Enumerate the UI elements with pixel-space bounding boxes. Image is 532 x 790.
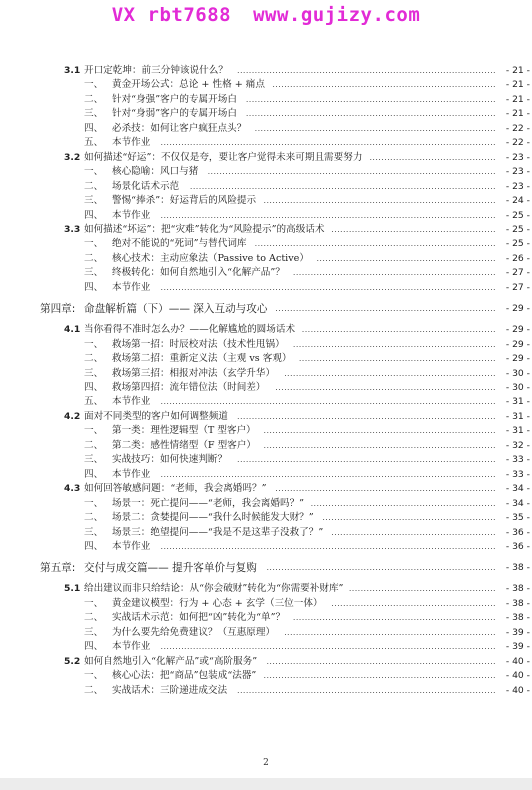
toc-entry-title: 本节作业: [112, 281, 151, 293]
toc-entry-label: [84, 497, 304, 510]
toc-page-number: - 21 -: [505, 79, 530, 91]
toc-leader-dots: ............................................................................: [272, 80, 496, 90]
toc-page-number: - 32 -: [505, 439, 530, 451]
toc-page-number: - 36 -: [505, 526, 530, 538]
toc-page-number: - 31 -: [505, 425, 530, 437]
toc-page-number: - 27 -: [505, 267, 530, 279]
page-number: 2: [263, 758, 269, 768]
toc-page-number: - 29 -: [505, 303, 530, 315]
toc-page-number: - 29 -: [505, 353, 530, 365]
toc-entry-label: [84, 669, 256, 682]
toc-entry-label: [64, 482, 267, 495]
toc-leader-dots: ........................................................................................: [237, 455, 496, 465]
toc-entry-title: 核心技术：主动应象法（Passive to Active）: [112, 252, 309, 264]
toc-subsection-entry[interactable]: [0, 338, 532, 351]
toc-entry-label: [84, 281, 150, 294]
toc-entry-number: 四、: [84, 122, 104, 134]
toc-entry-title: 场景一：死亡提问——“老师，我会离婚吗？”: [112, 497, 305, 509]
toc-entry-label: [64, 582, 343, 595]
toc-subsection-entry[interactable]: [0, 526, 532, 539]
toc-leader-dots: ...........................................................................: [275, 484, 496, 494]
toc-entry-label: [84, 165, 198, 178]
toc-entry-title: 实战话术示范：如何把“凶”转化为“单”？: [112, 612, 286, 624]
toc-entry-label: [84, 194, 256, 207]
toc-chapter-entry[interactable]: [0, 560, 532, 576]
toc-subsection-entry[interactable]: [0, 684, 532, 697]
toc-page-number: - 30 -: [505, 367, 530, 379]
toc-entry-label: [84, 381, 266, 394]
toc-subsection-entry[interactable]: [0, 180, 532, 193]
toc-entry-title: 如何描述“好运”：不仅仅是夸，要让客户觉得未来可期且需要努力: [84, 151, 363, 163]
toc-subsection-entry[interactable]: [0, 381, 532, 394]
toc-entry-label: [40, 301, 267, 317]
toc-entry-title: 黄金建议模型：行为 + 心态 + 玄学（三位一体）: [112, 597, 323, 609]
toc-entry-label: [84, 684, 227, 697]
toc-entry-label: [40, 560, 257, 576]
toc-subsection-entry[interactable]: [0, 468, 532, 481]
toc-entry-title: 场景化话术示范: [112, 180, 180, 192]
toc-entry-title: 终极转化：如何自然地引入“化解产品”？: [112, 267, 285, 279]
toc-entry-label: [84, 540, 150, 553]
toc-page-number: - 35 -: [505, 512, 530, 524]
toc-subsection-entry[interactable]: [0, 395, 532, 408]
toc-page-number: - 29 -: [505, 324, 530, 336]
toc-subsection-entry[interactable]: [0, 540, 532, 553]
toc-page-number: - 34 -: [505, 497, 530, 509]
toc-entry-number: 4.1: [64, 324, 81, 336]
toc-entry-number: 四、: [84, 382, 104, 393]
toc-entry-title: 开口定乾坤：前三分钟该说什么？: [84, 65, 228, 76]
toc-leader-dots: ...........................................................: [322, 513, 496, 523]
toc-leader-dots: ...........................................: [369, 152, 496, 162]
toc-subsection-entry[interactable]: [0, 237, 532, 250]
toc-entry-title: 如何描述“坏运”：把“灾难”转化为“风险提示”的高级话术: [84, 223, 325, 235]
toc-entry-title: 本节作业: [112, 209, 151, 221]
toc-leader-dots: ..................................................................................................................: [160, 138, 496, 148]
toc-page-number: - 34 -: [505, 483, 530, 495]
watermark-right: www.gujizy.com: [253, 4, 421, 26]
toc-entry-label: [84, 640, 150, 653]
toc-entry-label: [84, 252, 309, 265]
toc-entry-number: 三、: [84, 195, 104, 207]
toc-entry-number: 四、: [84, 281, 104, 293]
toc-entry-title: 本节作业: [112, 468, 151, 480]
toc-entry-label: [64, 223, 325, 236]
toc-section-entry[interactable]: [0, 151, 532, 164]
toc-subsection-entry[interactable]: [0, 252, 532, 265]
toc-leader-dots: ........................................................................: [284, 368, 496, 378]
toc-leader-dots: .....................................................................................: [245, 109, 496, 119]
toc-entry-number: 5.2: [64, 655, 81, 667]
toc-entry-label: [84, 136, 150, 149]
toc-page-number: - 27 -: [505, 281, 530, 293]
toc-page-number: - 23 -: [505, 166, 530, 178]
toc-chapter-entry[interactable]: [0, 301, 532, 317]
toc-subsection-entry[interactable]: [0, 266, 532, 279]
toc-entry-title: 场景三：绝望提问——“我是不是这辈子没救了？”: [112, 526, 324, 538]
toc-subsection-entry[interactable]: [0, 511, 532, 524]
toc-entry-number: 四、: [84, 540, 104, 552]
toc-leader-dots: .............................................................: [316, 253, 496, 263]
toc-page-number: - 40 -: [505, 670, 530, 682]
toc-subsection-entry[interactable]: [0, 497, 532, 510]
toc-entry-title: 本节作业: [112, 540, 151, 552]
toc-entry-title: 黄金开场公式：总论 + 性格 + 痛点: [112, 79, 265, 91]
toc-entry-label: [64, 151, 362, 164]
toc-entry-number: 第四章:: [40, 303, 76, 316]
toc-leader-dots: ..................................................................: [301, 325, 496, 335]
toc-page-number: - 29 -: [505, 338, 530, 350]
toc-page-number: - 31 -: [505, 410, 530, 422]
toc-entry-label: [84, 180, 179, 193]
toc-page-number: - 22 -: [505, 137, 530, 149]
watermark-left: VX rbt7688: [111, 4, 232, 26]
toc-entry-number: 四、: [84, 209, 104, 221]
toc-entry-label: [84, 107, 237, 120]
toc-leader-dots: .....................................................................: [292, 268, 496, 278]
toc-entry-number: 二、: [84, 684, 104, 696]
toc-entry-number: 5.1: [64, 583, 81, 595]
toc-leader-dots: ..................................................................................................: [207, 167, 496, 177]
toc-leader-dots: .....................................................................................: [245, 94, 496, 104]
toc-entry-number: 一、: [84, 497, 104, 509]
toc-entry-label: [64, 655, 257, 668]
toc-subsection-entry[interactable]: [0, 597, 532, 610]
toc-leader-dots: .....................................................................: [292, 613, 496, 623]
toc-subsection-entry[interactable]: [0, 281, 532, 294]
toc-entry-number: 3.3: [64, 223, 81, 235]
toc-entry-number: 三、: [84, 626, 104, 638]
toc-subsection-entry[interactable]: [0, 107, 532, 120]
toc-entry-label: [84, 122, 246, 135]
toc-page-number: - 30 -: [505, 382, 530, 393]
toc-subsection-entry[interactable]: [0, 611, 532, 624]
toc-entry-number: 第五章:: [40, 562, 76, 575]
toc-page-number: - 21 -: [505, 108, 530, 120]
toc-entry-number: 二、: [84, 439, 104, 451]
toc-entry-title: 实战技巧：如何快速判断？: [112, 454, 228, 466]
toc-entry-title: 核心心法：把“商品”包装成“法器”: [112, 670, 257, 682]
toc-page-number: - 21 -: [505, 93, 530, 105]
toc-entry-number: 五、: [84, 137, 104, 149]
toc-entry-number: 二、: [84, 353, 104, 365]
toc-entry-number: 4.3: [64, 483, 81, 495]
toc-entry-label: [84, 424, 256, 437]
toc-entry-label: [84, 93, 237, 106]
toc-entry-label: [84, 352, 292, 365]
toc-subsection-entry[interactable]: [0, 78, 532, 91]
toc-page-number: - 23 -: [505, 151, 530, 163]
toc-entry-title: 给出建议而非只给结论：从“你会破财”转化为“你需要补财库”: [84, 583, 344, 595]
toc-leader-dots: ..................................................: [348, 584, 496, 594]
toc-entry-title: 本节作业: [112, 641, 151, 653]
toc-leader-dots: ........................................................................................................: [189, 181, 496, 191]
toc-section-entry[interactable]: [0, 582, 532, 595]
toc-page-number: - 22 -: [505, 122, 530, 134]
toc-entry-label: [84, 626, 275, 639]
toc-entry-label: [64, 323, 295, 336]
toc-entry-title: 实战话术：三阶递进成交法: [112, 684, 228, 696]
toc-entry-label: [84, 439, 256, 452]
toc-subsection-entry[interactable]: [0, 453, 532, 466]
toc-entry-label: [64, 64, 228, 77]
toc-entry-label: [84, 266, 285, 279]
toc-leader-dots: ..................................................................................................................: [160, 397, 496, 407]
toc-entry-title: 交付与成交篇—— 提升客单价与复购: [84, 562, 257, 575]
toc-entry-label: [84, 237, 247, 250]
toc-entry-label: [84, 511, 314, 524]
toc-leader-dots: .....................................................................: [292, 339, 496, 349]
toc-leader-dots: ...............................................................: [310, 498, 496, 508]
toc-entry-title: 本节作业: [112, 396, 151, 408]
toc-subsection-entry[interactable]: [0, 136, 532, 149]
toc-section-entry[interactable]: [0, 64, 532, 77]
toc-leader-dots: ........................................................................................: [237, 685, 496, 695]
toc-entry-label: [84, 209, 150, 222]
toc-entry-title: 救场第一招：时辰校对法（技术性甩锅）: [112, 338, 285, 350]
toc-entry-number: 三、: [84, 454, 104, 466]
toc-entry-number: 二、: [84, 252, 104, 264]
toc-entry-title: 核心隐喻：风口与猪: [112, 166, 199, 178]
toc-entry-title: 如何自然地引入“化解产品”或“高阶服务”: [84, 655, 258, 667]
toc-subsection-entry[interactable]: [0, 194, 532, 207]
toc-leader-dots: ..................................................................................................................: [160, 210, 496, 220]
toc-page-number: - 25 -: [505, 238, 530, 250]
toc-leader-dots: ..............................................................................: [266, 563, 496, 573]
toc-entry-title: 本节作业: [112, 137, 151, 149]
toc-leader-dots: ........................................................: [331, 527, 496, 537]
toc-leader-dots: ........................................................................................: [237, 66, 496, 75]
toc-leader-dots: ..................................................................................: [254, 239, 496, 249]
toc-entry-number: 3.1: [64, 65, 81, 76]
toc-entry-number: 四、: [84, 641, 104, 653]
toc-page-number: - 39 -: [505, 641, 530, 653]
toc-entry-label: [64, 410, 228, 423]
toc-section-entry[interactable]: [0, 482, 532, 495]
toc-entry-number: 三、: [84, 367, 104, 379]
toc-leader-dots: ..................................................................................: [254, 123, 496, 133]
toc-entry-number: 4.2: [64, 410, 81, 422]
toc-entry-number: 二、: [84, 612, 104, 624]
toc-entry-number: 一、: [84, 338, 104, 350]
toc-entry-title: 第一类：理性逻辑型（T 型客户）: [112, 425, 256, 437]
toc-entry-title: 必杀技：如何让客户疯狂点头？: [112, 122, 247, 134]
toc-entry-label: [84, 338, 285, 351]
toc-entry-number: 一、: [84, 238, 104, 250]
toc-leader-dots: ..................................................................................................................: [160, 469, 496, 479]
toc-leader-dots: ........................................................................: [284, 627, 496, 637]
toc-page-number: - 33 -: [505, 454, 530, 466]
toc-entry-number: 三、: [84, 267, 104, 279]
toc-entry-number: 二、: [84, 512, 104, 524]
toc-entry-number: 四、: [84, 468, 104, 480]
toc-entry-title: 绝对不能说的“死词”与替代词库: [112, 238, 247, 250]
toc-entry-number: 一、: [84, 79, 104, 91]
toc-page-number: - 25 -: [505, 209, 530, 221]
toc-entry-number: 一、: [84, 670, 104, 682]
toc-page-number: - 24 -: [505, 195, 530, 207]
toc-subsection-entry[interactable]: [0, 93, 532, 106]
toc-entry-number: 三、: [84, 108, 104, 120]
toc-page-number: - 26 -: [505, 252, 530, 264]
toc-entry-number: 3.2: [64, 151, 81, 163]
toc-entry-title: 如何回答敏感问题：“老师，我会离婚吗？”: [84, 483, 267, 495]
toc-entry-label: [84, 453, 227, 466]
toc-page-number: - 39 -: [505, 626, 530, 638]
toc-subsection-entry[interactable]: [0, 209, 532, 222]
toc-leader-dots: ...............................................................................: [263, 426, 496, 436]
toc-entry-title: 救场第三招：相报对冲法（玄学升华）: [112, 367, 276, 379]
toc-page-number: - 21 -: [505, 65, 530, 76]
toc-entry-title: 救场第四招：流年错位法（时间差）: [112, 382, 266, 393]
toc-leader-dots: ..................................................................................................................: [160, 541, 496, 551]
toc-entry-number: 三、: [84, 526, 104, 538]
toc-entry-title: 第二类：感性情绪型（F 型客户）: [112, 439, 257, 451]
toc-entry-title: 警惕“捧杀”：好运背后的风险提示: [112, 195, 257, 207]
toc-leader-dots: ..................................................................................................................: [160, 282, 496, 292]
toc-leader-dots: ...............................................................................: [263, 671, 496, 681]
toc-entry-label: [84, 597, 323, 610]
toc-page-number: - 38 -: [505, 562, 530, 574]
toc-entry-title: 针对“身强”客户的专属开场白: [112, 93, 237, 105]
toc-leader-dots: ........................................................: [331, 598, 496, 608]
toc-page-number: - 40 -: [505, 684, 530, 696]
toc-entry-number: 五、: [84, 396, 104, 408]
toc-entry-label: [84, 468, 150, 481]
toc-entry-label: [84, 78, 265, 91]
toc-entry-title: 为什么要先给免费建议？（互惠原理）: [112, 626, 276, 638]
toc-section-entry[interactable]: [0, 655, 532, 668]
toc-subsection-entry[interactable]: [0, 626, 532, 639]
toc-entry-label: [84, 611, 285, 624]
viewer-bottom-bar: [0, 778, 532, 790]
toc-entry-label: [84, 526, 323, 539]
toc-entry-title: 针对“身弱”客户的专属开场白: [112, 108, 237, 120]
toc-page-number: - 36 -: [505, 540, 530, 552]
toc-leader-dots: ...............................................................................: [263, 440, 496, 450]
toc-leader-dots: ...................................................................: [298, 354, 496, 364]
toc-entry-number: 一、: [84, 425, 104, 437]
toc-page-number: - 33 -: [505, 468, 530, 480]
toc-entry-title: 救场第二招：重新定义法（主观 vs 客观）: [112, 353, 292, 365]
toc-leader-dots: ...............................................................................: [263, 196, 496, 206]
toc-subsection-entry[interactable]: [0, 165, 532, 178]
toc-entry-title: 当你看得不准时怎么办？——化解尴尬的圆场话术: [84, 324, 296, 336]
toc-subsection-entry[interactable]: [0, 424, 532, 437]
toc-subsection-entry[interactable]: [0, 439, 532, 452]
toc-entry-title: 面对不同类型的客户如何调整频道: [84, 410, 228, 422]
toc-entry-title: 场景二：贪婪提问——“我什么时候能发大财？”: [112, 512, 314, 524]
toc-entry-number: 二、: [84, 93, 104, 105]
toc-entry-number: 二、: [84, 180, 104, 192]
toc-section-entry[interactable]: [0, 410, 532, 423]
toc-leader-dots: ..................................................................................................................: [160, 642, 496, 652]
toc-entry-title: 命盘解析篇（下）—— 深入互动与攻心: [84, 303, 268, 316]
toc-leader-dots: ...........................................................................: [275, 383, 496, 392]
toc-section-entry[interactable]: [0, 223, 532, 236]
toc-page-number: - 31 -: [505, 396, 530, 408]
toc-subsection-entry[interactable]: [0, 669, 532, 682]
toc-page-number: - 25 -: [505, 223, 530, 235]
watermark: [0, 4, 532, 26]
toc-subsection-entry[interactable]: [0, 352, 532, 365]
toc-entry-number: 一、: [84, 166, 104, 178]
toc-subsection-entry[interactable]: [0, 122, 532, 135]
toc-entry-label: [84, 367, 275, 380]
toc-subsection-entry[interactable]: [0, 367, 532, 380]
toc-page-number: - 38 -: [505, 612, 530, 624]
toc-section-entry[interactable]: [0, 323, 532, 336]
toc-leader-dots: ...........................................................................: [275, 304, 496, 314]
toc-page-number: - 38 -: [505, 597, 530, 609]
toc-leader-dots: ..............................................................................: [266, 656, 496, 666]
toc-entry-number: 一、: [84, 597, 104, 609]
toc-leader-dots: ........................................................: [331, 224, 496, 234]
toc-page-number: - 40 -: [505, 655, 530, 667]
toc-entry-label: [84, 395, 150, 408]
toc-leader-dots: ........................................................................................: [237, 411, 496, 421]
toc-page-number: - 23 -: [505, 180, 530, 192]
toc-page-number: - 38 -: [505, 583, 530, 595]
toc-subsection-entry[interactable]: [0, 640, 532, 653]
